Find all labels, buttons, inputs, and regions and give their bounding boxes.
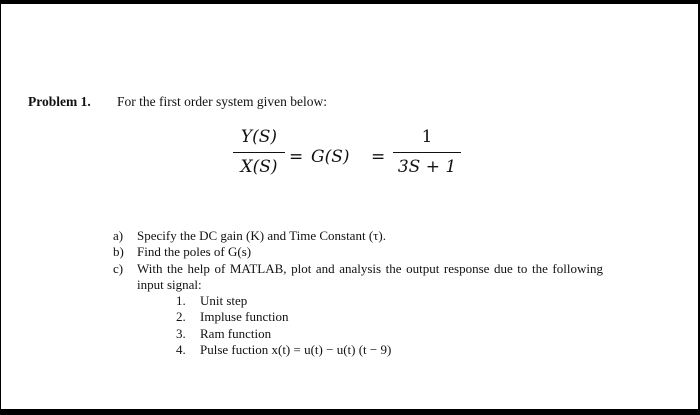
- transfer-function-equation: [233, 122, 473, 192]
- fraction-bar: [233, 152, 285, 153]
- list-item-text: Impluse function: [200, 309, 289, 325]
- rhs-numerator: 1: [421, 127, 433, 147]
- list-number: 3.: [176, 325, 186, 341]
- part-text: Find the poles of G(s): [137, 244, 252, 260]
- document-page: [1, 4, 698, 409]
- input-signal-list: [176, 293, 666, 358]
- part-a: [113, 228, 603, 244]
- part-text: With the help of MATLAB, plot and analysis the output response due to the following input signal:: [137, 260, 603, 292]
- list-item: [176, 326, 666, 342]
- part-letter: a): [113, 228, 124, 243]
- list-item-text: Ram function: [200, 325, 272, 341]
- lhs-fraction: [233, 127, 285, 177]
- fraction-bar: [393, 152, 461, 153]
- equals-sign: =: [371, 147, 386, 167]
- list-number: 1.: [176, 293, 186, 309]
- list-number: 2.: [176, 309, 186, 325]
- list-item-text: Unit step: [200, 293, 248, 309]
- list-item: [176, 309, 666, 325]
- part-b: [113, 244, 603, 260]
- list-item: [176, 293, 666, 309]
- equals-sign: =: [289, 147, 304, 167]
- part-text: Specify the DC gain (K) and Time Constant (τ).: [137, 228, 386, 243]
- rhs-denominator: 3S + 1: [397, 157, 457, 177]
- rhs-fraction: [393, 127, 461, 177]
- list-number: 4.: [176, 342, 186, 358]
- problem-intro: For the first order system given below:: [117, 94, 327, 109]
- lhs-denominator: X(S): [240, 157, 278, 177]
- part-c: [113, 261, 603, 294]
- list-item-text: Pulse fuction x(t) = u(t) − u(t) (t − 9): [200, 342, 392, 358]
- list-item: [176, 342, 666, 358]
- question-parts: [113, 228, 603, 358]
- part-letter: c): [113, 260, 124, 276]
- problem-label: Problem 1.: [28, 94, 91, 109]
- part-letter: b): [113, 244, 124, 260]
- transfer-function-symbol: G(S): [311, 147, 350, 167]
- lhs-numerator: Y(S): [240, 127, 278, 147]
